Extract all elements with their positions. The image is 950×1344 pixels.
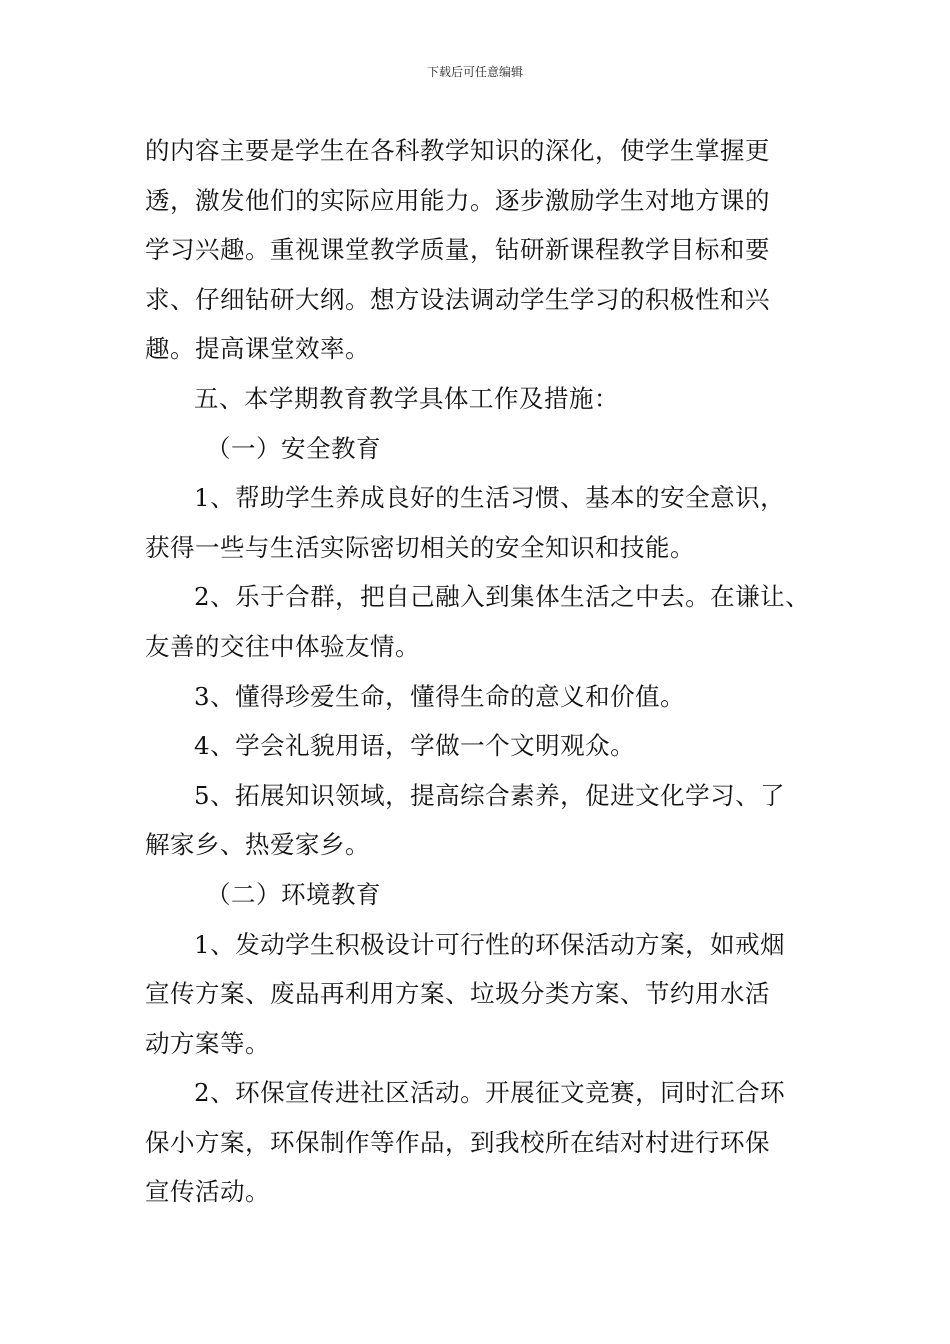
subsection-heading-environment [145, 870, 810, 920]
list-item-safety-3 [145, 672, 810, 722]
list-item-safety-2 [145, 572, 810, 671]
list-item-environment-2 [145, 1068, 810, 1217]
text-line: （二）环境教育 [206, 879, 381, 909]
list-item-safety-4 [145, 721, 810, 771]
text-line: 友善的交往中体验友情。 [145, 631, 420, 661]
text-line: 趣。提高课堂效率。 [145, 334, 370, 364]
text-line: 1、帮助学生养成良好的生活习惯、基本的安全意识， [194, 483, 786, 513]
paragraph-course-content [145, 126, 810, 374]
text-line: 学习兴趣。重视课堂教学质量，钻研新课程教学目标和要 [145, 235, 770, 265]
text-line: 3、懂得珍爱生命，懂得生命的意义和价值。 [194, 681, 686, 711]
text-line: 的内容主要是学生在各科教学知识的深化，使学生掌握更 [145, 136, 770, 165]
text-line: 2、环保宣传进社区活动。开展征文竞赛，同时汇合环 [194, 1078, 786, 1108]
text-line: 宣传活动。 [145, 1177, 270, 1207]
text-line: 动方案等。 [145, 1028, 270, 1058]
list-item-safety-1 [145, 473, 810, 572]
text-line: 解家乡、热爱家乡。 [145, 830, 370, 860]
document-body [145, 126, 810, 1217]
text-line: （一）安全教育 [206, 433, 381, 463]
list-item-safety-5 [145, 771, 810, 870]
subsection-heading-safety [145, 424, 810, 474]
text-line: 5、拓展知识领域，提高综合素养，促进文化学习、了 [194, 780, 786, 810]
section-heading-five [145, 374, 810, 424]
text-line: 五、本学期教育教学具体工作及措施： [194, 383, 619, 413]
text-line: 宣传方案、废品再利用方案、垃圾分类方案、节约用水活 [145, 979, 770, 1009]
list-item-environment-1 [145, 920, 810, 1069]
text-line: 获得一些与生活实际密切相关的安全知识和技能。 [145, 532, 695, 562]
text-line: 保小方案，环保制作等作品，到我校所在结对村进行环保 [145, 1127, 770, 1157]
page-header: 下载后可任意编辑 [426, 65, 523, 79]
text-line: 4、学会礼貌用语，学做一个文明观众。 [194, 731, 636, 761]
text-line: 透，激发他们的实际应用能力。逐步激励学生对地方课的 [145, 185, 770, 215]
text-line: 2、乐于合群，把自己融入到集体生活之中去。在谦让、 [194, 582, 811, 612]
text-line: 1、发动学生积极设计可行性的环保活动方案，如戒烟 [194, 929, 786, 959]
text-line: 求、仔细钻研大纲。想方设法调动学生学习的积极性和兴 [145, 284, 770, 314]
